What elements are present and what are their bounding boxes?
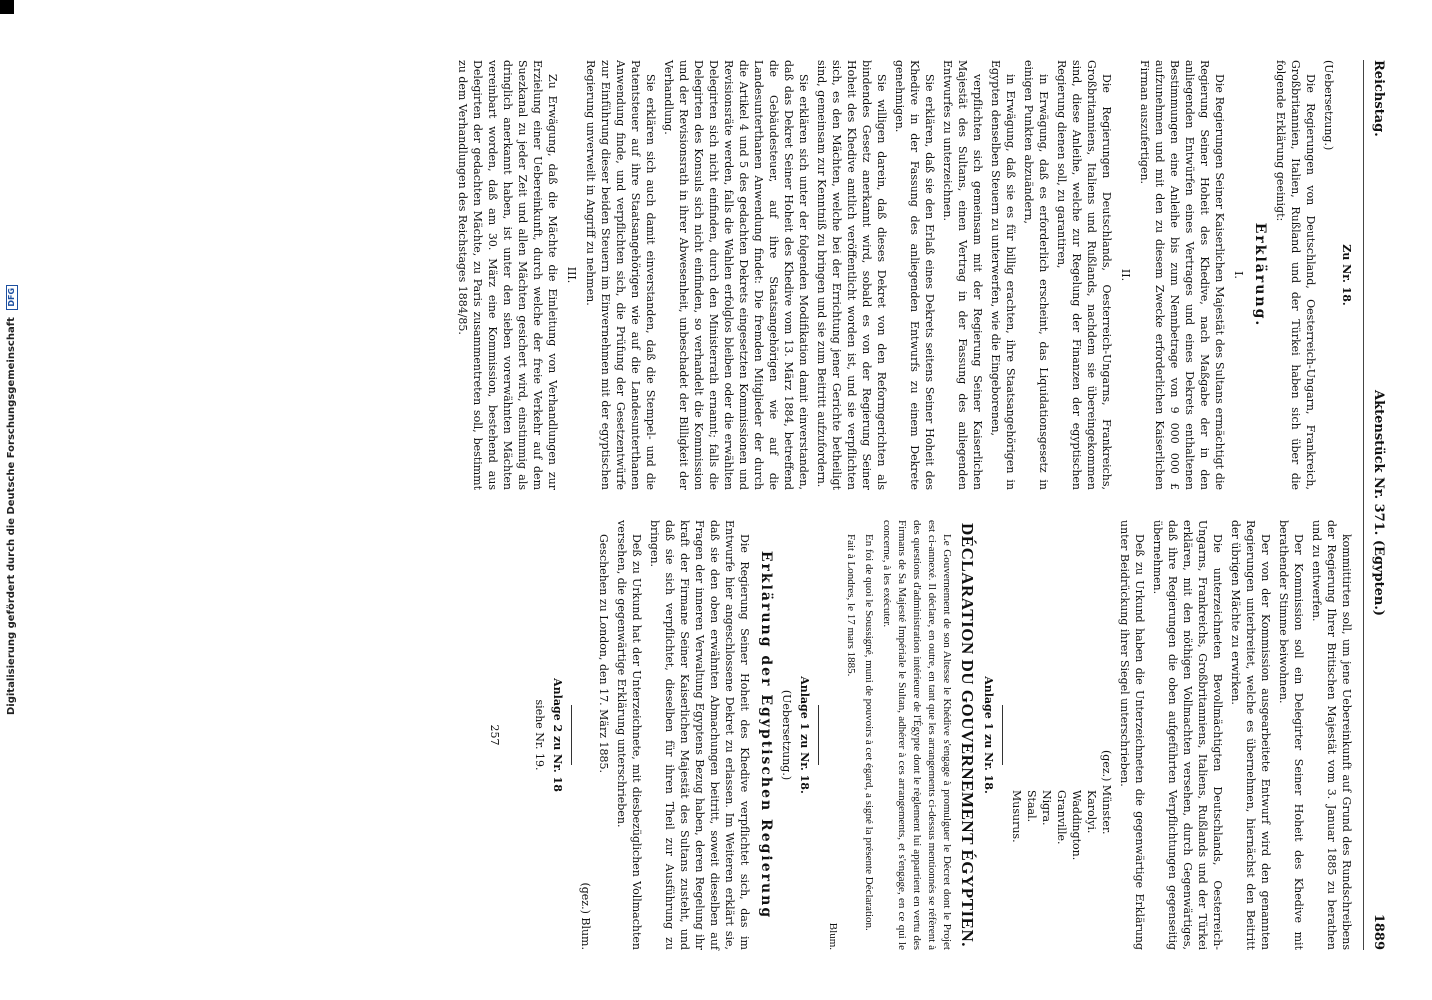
french-signature: Blum. <box>827 922 839 950</box>
paragraph: Deß zu Urkund haben die Unterzeichneten die gegenwärtige Erklärung unter Beidrückung ihrer Siegel unterschrieben. <box>1118 520 1146 950</box>
paragraph: Die unterzeichneten Bevollmächtigten Deutschlands, Oesterreich-Ungarns, Frankreichs, Großbritanniens, Italiens, Rußlands und der Türkei erklären, mit den nöthigen Vollmachten versehen, durch Gegenwärtiges, daß ihre Regierungen die oben aufgeführten Verpflichtungen gegenseitig übernehmen. <box>1151 520 1224 950</box>
paragraph: Der Kommission soll ein Delegirter Seiner Hoheit des Khedive mit berathender Stimme beiwohnen. <box>1277 520 1305 950</box>
divider <box>1002 705 1003 765</box>
page-number: 257 <box>488 724 501 746</box>
paragraph: verpflichten sich gemeinsam mit der Regierung Seiner Kaiserlichen Majestät des Sultans, einen Vertrag in der Fassung des anliegenden Entwurfes zu unterzeichnen. <box>941 60 984 490</box>
paragraph: Sie erklären, daß sie den Erlaß eines Dekrets seitens Seiner Hoheit des Khedive in der Fassung des anliegenden Entwurfs zu einem Dekrete genehmigen. <box>893 60 936 490</box>
header-mid <box>1371 390 1386 690</box>
annex-reference: siehe Nr. 19. <box>533 699 546 771</box>
signature: Granville. <box>1055 790 1068 845</box>
annex-heading: Anlage 1 zu Nr. 18. <box>982 676 995 794</box>
divider <box>818 705 819 765</box>
paragraph: Sie erklären sich auch damit einverstanden, daß die Stempel- und die Patentsteuer auf ihre Staatsangehörigen wie auf die Landesunterthanen Anwendung finde, und verpflichten sich, die Prüfung der Gesetzentwürfe zur Einführung dieser beiden Steuern im Einvernehmen mit der egyptischen Regierung unverweilt in Angriff zu nehmen. <box>584 60 657 490</box>
signature-label: (gez.) Münster. <box>1100 750 1113 835</box>
translation-note: (Uebersetzung.) <box>780 689 793 781</box>
header-year: 1889 <box>1371 913 1386 950</box>
declaration-heading: Erklärung. <box>1252 222 1268 328</box>
paragraph: Die Regierung Seiner Hoheit des Khedive verpflichtet sich, das im Entwurfe hier angeschlossene Dekret zu erlassen. Im Weiteren erklärt sie, daß sie den oben erwähnten Abmachungen beitritt, soweit dieselben auf Fragen der inneren Verwaltung Egyptens Bezug haben, deren Regelung ihr kraft der Firmane Seiner Kaiserlichen Majestät des Sultans zusteht, und daß sie sich verpflichtet, dieselben für ihren Theil zur Ausführung zu bringen. <box>648 520 751 950</box>
paragraph: Geschehen zu London, den 17. März 1885. <box>597 534 610 773</box>
header-subject: (Egypten.) <box>1371 539 1386 617</box>
header-left: Reichstag. <box>1371 60 1386 137</box>
french-paragraph: Fait à Londres, le 17 mars 1885. <box>845 534 857 677</box>
signature: Nigra. <box>1040 790 1053 826</box>
translation-note: (Uebersetzung.) <box>1322 60 1335 151</box>
annex-reference: Zu Nr. 18. <box>1340 244 1353 306</box>
credit-strip <box>0 0 24 1000</box>
paragraph: Deß zu Urkund hat der Unterzeichnete, mit diesbezüglichen Vollmachten versehen, die gegenwärtige Erklärung unterschrieben. <box>615 520 643 950</box>
french-paragraph: Le Gouvernement de son Altesse le Khédive s'engage à promulguer le Décret dont le Projet est ci-annexé. Il déclare, en outre, en tant que les arrangements ci-dessus mentionnés se réfèrent à des questions d'administration intérieure de l'Égypte dont le règlement lui appartient en vertu des Firmans de Sa Majesté Impériale le Sultan, adhérer à ces arrangements, et s'engage, en ce qui le concerne, à les exécuter. <box>881 520 953 950</box>
paragraph: Die Regierungen Deutschlands, Oesterreich-Ungarns, Frankreichs, Großbritanniens, Italiens und Rußlands, nachdem sie übereingekommen sind, diese Anleihe, welche zur Regelung der Finanzen der egyptischen Regierung dienen soll, zu garantiren, <box>1055 60 1113 490</box>
digitization-credit <box>0 0 24 1000</box>
declaration-title: DÉCLARATION DU GOUVERNEMENT ÉGYPTIEN. <box>958 522 977 948</box>
dfg-logo: DFG <box>6 285 18 310</box>
paragraph: in Erwägung, daß es erforderlich erscheint, das Liquidationsgesetz in einigen Punkten abzuändern, <box>1022 60 1050 490</box>
annex-heading: Anlage 1 zu Nr. 18. <box>798 676 811 794</box>
signature: Musurus. <box>1010 790 1023 843</box>
paragraph: Sie willigen darein, daß dieses Dekret von den Reformgerichten als bindendes Gesetz anerkannt wird, sobald es von der Regierung Seiner Hoheit des Khedive amtlich veröffentlicht worden ist, und sie verpflichten sich, es den Mächten, welche bei der Errichtung jener Gerichte betheiligt sind, gemeinsam zur Kenntniß zu bringen und sie zum Beitritt aufzufordern. <box>815 60 888 490</box>
column-left <box>452 60 1354 490</box>
section-number: I. <box>1232 271 1245 279</box>
paragraph: in Erwägung, daß sie es für billig erachten, ihre Staatsangehörigen in Egypten denselben Steuern zu unterwerfen, wie die Eingeborenen, <box>989 60 1017 490</box>
header-doc-number: Aktenstück Nr. 371. <box>1371 390 1386 536</box>
signature: Waddington. <box>1070 790 1083 861</box>
paragraph: Die Regierungen Seiner Kaiserlichen Majestät des Sultans ermächtigt die Regierung Seiner Hoheit des Khedive, nach Maßgabe der in den anliegenden Entwürfen eines Vertrages und eines Dekrets enthaltenen Bestimmungen eine Anleihe bis zum Nennbetrage von 9 000 000 £ aufzunehmen und mit den zu diesem Zwecke erforderlichen Kaiserlichen Firman auszufertigen. <box>1138 60 1226 490</box>
signature: Karolyi. <box>1085 790 1098 834</box>
divider <box>571 705 572 765</box>
signature: (gez.) Blum. <box>579 882 592 950</box>
paragraph: Der von der Kommission ausgearbeitete Entwurf wird den genannten Regierungen unterbreitet, welche es übernehmen, hiernächst den Beitritt der übrigen Mächte zu erwirken. <box>1229 520 1272 950</box>
section-number: III. <box>565 266 578 284</box>
paragraph: Zu Erwägung, daß die Mächte die Einleitung von Verhandlungen zur Erzielung einer Uebereinkunft, durch welche der freie Verkehr auf dem Suezkanal zu jeder Zeit und allen Mächten gesichert wird, einstimmig als dringlich anerkannt haben, ist unter den sieben vorerwähnten Mächten vereinbart worden, daß am 30. März eine Kommission, bestehend aus Delegirten der gedachten Mächte, zu Paris zusammentreten soll, bestimmt zu dem Verhandlungen des Reichstages 1884/85. <box>456 60 559 490</box>
egypt-declaration-title: Erklärung der Egyptischen Regierung <box>758 550 774 920</box>
paragraph: Sie erklären sich unter der folgenden Modifikation damit einverstanden, daß das Dekret Seiner Hoheit des Khedive vom 13. März 1884, betreffend die Gebäudesteuer, auf ihre Staatsangehörigen wie auf die Landesunterthanen Anwendung findet: Die fremden Mitglieder der durch die Artikel 4 und 5 des gedachten Dekrets eingesetzten Kommissionen und Revisionsräte werden, falls die Wahlen erfolglos bleiben oder die erwählten Delegirten sich nicht einfinden, durch den Ministerrath ernannt; falls die Delegirten des Konsuls sich nicht einfinden, so verhandelt die Kommission und der Revisionsrath in ihrer Abwesenheit, unbeschadet der Billigkeit der Verhandlung. <box>662 60 810 490</box>
french-paragraph: En foi de quoi le Soussigné, muni de pouvoirs à cet égard, a signé la présente Déclaration. <box>863 534 875 931</box>
annex-heading: Anlage 2 zu Nr. 18 <box>551 678 564 792</box>
signature: Staal. <box>1025 790 1038 823</box>
paragraph: kommittirten soll, um jene Uebereinkunft auf Grund des Rundschreibens der Regierung Ihrer Britischen Majestät vom 3. Januar 1885 zu berathen und zu entwerfen. <box>1310 520 1353 950</box>
credit-text: Digitalisierung gefördert durch die Deutsche Forschungsgemeinschaft <box>6 317 17 716</box>
section-number: II. <box>1119 268 1132 282</box>
column-right <box>484 520 1354 950</box>
signature-block <box>1009 750 1114 950</box>
page-header <box>1363 60 1386 950</box>
paragraph: Die Regierungen von Deutschland, Oesterreich-Ungarn, Frankreich, Großbritannien, Italien, Rußland und der Türkei haben sich über die folgende Erklärung geeinigt: <box>1274 60 1317 490</box>
